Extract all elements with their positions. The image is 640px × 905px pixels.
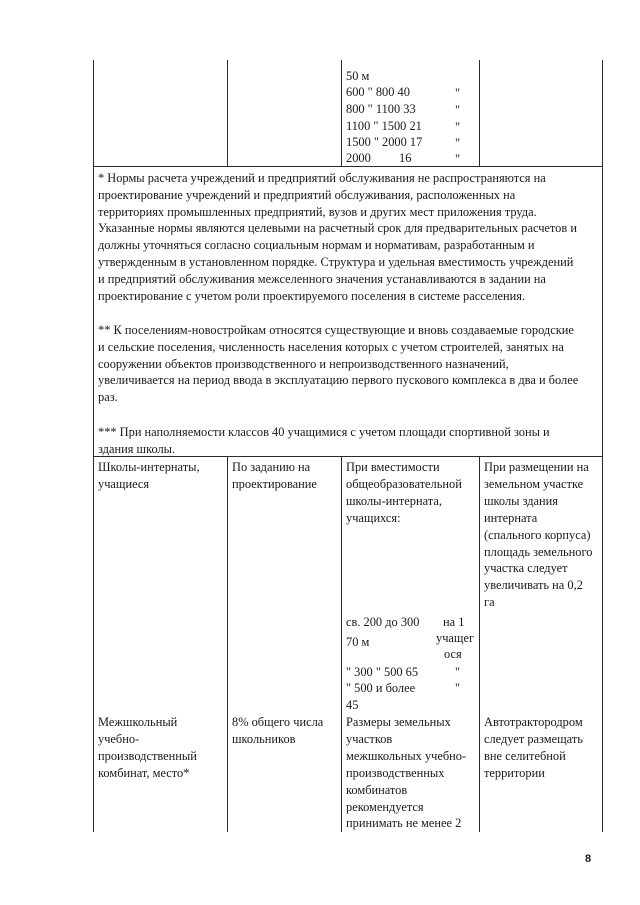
cap-line-5: 1500 " 2000 17 xyxy=(346,135,423,149)
cap-line-6b: 16 xyxy=(399,151,412,165)
cap-line-6a: 2000 xyxy=(346,151,371,165)
top-table-border-col2 xyxy=(227,60,228,167)
boarding-school-standard xyxy=(232,459,317,493)
cell-line: вне селитебной xyxy=(484,748,566,763)
footnote-1-line: территориях промышленных предприятий, вузов и других мест приложения труда. xyxy=(98,204,537,219)
training-complex-standard xyxy=(232,714,323,748)
cell-line: учащихся: xyxy=(346,510,401,525)
cell-line: участка следует xyxy=(484,561,568,576)
ditto-mark: " xyxy=(455,136,461,150)
capacity-value-line: на 1 xyxy=(443,615,465,629)
ditto-mark: " xyxy=(455,665,461,679)
cell-line: рекомендуется xyxy=(346,799,424,814)
capacity-value-line: ося xyxy=(444,647,462,661)
cell-line: общеобразовательной xyxy=(346,476,462,491)
page-number: 8 xyxy=(585,853,592,865)
cell-line: 8% общего числа xyxy=(232,715,324,729)
cell-line: комбинатов xyxy=(346,782,408,797)
footnote-1-line: и предприятий обслуживания межселенного значения устанавливаются в задании на xyxy=(98,271,546,286)
footnote-1 xyxy=(98,170,608,304)
ditto-mark: " xyxy=(455,103,461,117)
cell-line: земельном участке xyxy=(484,476,584,491)
capacity-range-1: св. 200 до 300 xyxy=(346,615,420,629)
capacity-range-3: " 500 и более xyxy=(346,681,416,695)
ditto-mark: " xyxy=(455,86,461,100)
capacity-range-2: " 300 " 500 65 xyxy=(346,665,419,679)
cell-line: производственный xyxy=(98,748,197,763)
cell-line: При вместимости xyxy=(346,460,440,474)
footnote-2-line: увеличивается на период ввода в эксплуатацию первого пускового комплекса в два и более xyxy=(98,373,579,388)
cell-line: участков xyxy=(346,731,393,746)
notes-border-left xyxy=(93,166,94,456)
footnote-2-line: ** К поселениям-новостройкам относятся существующие и вновь создаваемые городские xyxy=(98,323,574,337)
cell-line: производственных xyxy=(346,765,445,780)
boarding-school-name xyxy=(98,459,200,493)
cell-line: комбинат, место* xyxy=(98,765,190,780)
top-table-border-right xyxy=(602,60,603,167)
cell-line: интерната xyxy=(484,510,538,525)
cell-line: территории xyxy=(484,765,545,780)
capacity-area-3: 45 xyxy=(346,698,359,712)
training-complex-note xyxy=(484,714,583,782)
cell-line: Размеры земельных xyxy=(346,715,451,729)
cell-line: (спального корпуса) xyxy=(484,527,591,542)
lower-table-border-col3 xyxy=(341,456,342,832)
ditto-mark: " xyxy=(455,120,461,134)
footnote-1-line: должны уточняться согласно социальным нормам и нормативам, разработанным и xyxy=(98,238,535,253)
footnote-2-line: и сельские поселения, численность населения которых с учетом строителей, занятых на xyxy=(98,339,564,354)
cell-line: школьников xyxy=(232,731,296,746)
footnote-3-line: *** При наполняемости классов 40 учащимися с учетом площади спортивной зоны и xyxy=(98,425,550,439)
footnote-1-line: * Нормы расчета учреждений и предприятий обслуживания не распространяются на xyxy=(98,171,546,185)
cell-line: Межшкольный xyxy=(98,715,178,729)
cell-line: увеличивать на 0,2 xyxy=(484,578,583,593)
cell-line: Автотрактородром xyxy=(484,715,583,729)
boarding-school-note xyxy=(484,459,592,611)
top-table-border-left xyxy=(93,60,94,167)
lower-table-border-col2 xyxy=(227,456,228,832)
footnote-1-line: утвержденным в установленном порядке. Структура и удельная вместимость учреждений xyxy=(98,254,574,269)
footnote-2-line: раз. xyxy=(98,390,118,405)
cell-line: По заданию на xyxy=(232,460,311,474)
cell-line: принимать не менее 2 xyxy=(346,816,462,831)
cell-line: проектирование xyxy=(232,476,317,491)
cap-line-3: 800 " 1100 33 xyxy=(346,102,416,116)
cell-line: учащиеся xyxy=(98,476,150,491)
cap-line-1: 50 м xyxy=(346,69,370,83)
cap-line-4: 1100 " 1500 21 xyxy=(346,119,422,133)
footnote-1-line: проектирование учреждений и предприятий обслуживания, расположенных на xyxy=(98,187,516,202)
cell-line: учебно- xyxy=(98,731,140,746)
ditto-mark: " xyxy=(455,152,461,166)
cell-line: школы-интерната, xyxy=(346,493,442,508)
cell-line: Школы-интернаты, xyxy=(98,460,200,474)
ditto-mark: " xyxy=(455,681,461,695)
training-complex-name xyxy=(98,714,197,782)
boarding-school-area-header xyxy=(346,459,462,527)
footnote-2-line: сооружении объектов производственного и непроизводственного назначений, xyxy=(98,356,509,371)
cell-line: га xyxy=(484,595,495,610)
cell-line: При размещении на xyxy=(484,460,589,474)
capacity-value-line: учащег xyxy=(436,631,475,645)
cell-line: межшкольных учебно- xyxy=(346,748,467,763)
training-complex-area xyxy=(346,714,466,832)
top-table-border-col4 xyxy=(479,60,480,167)
footnote-2 xyxy=(98,322,608,406)
lower-table-border-right xyxy=(602,456,603,832)
cap-line-2: 600 " 800 40 xyxy=(346,85,410,99)
capacity-area-1: 70 м xyxy=(346,635,370,649)
footnote-1-line: Указанные нормы являются целевыми на расчетный срок для предварительных расчетов и xyxy=(98,221,577,236)
cell-line: следует размещать xyxy=(484,731,583,746)
cell-line: школы здания xyxy=(484,493,559,508)
top-table-border-col3 xyxy=(341,60,342,167)
lower-table-border-col4 xyxy=(479,456,480,832)
lower-table-border-left xyxy=(93,456,94,832)
footnote-3 xyxy=(98,424,608,458)
cell-line: площадь земельного xyxy=(484,544,593,559)
footnote-1-line: проектирование с учетом роли проектируемого поселения в системе расселения. xyxy=(98,288,526,303)
footnote-3-line: здания школы. xyxy=(98,441,176,456)
